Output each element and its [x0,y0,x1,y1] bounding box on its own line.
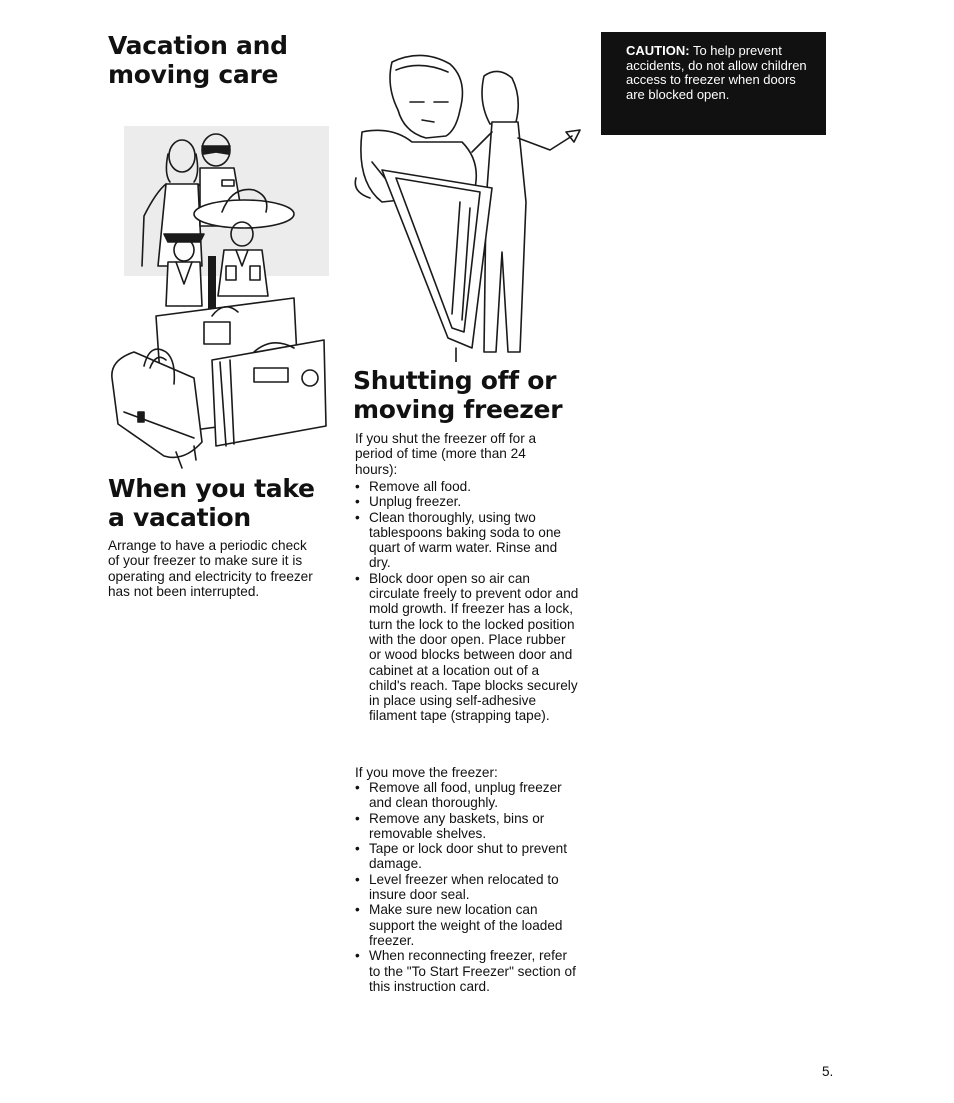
caution-box [601,32,826,135]
move-intro: If you move the freezer: [355,765,498,780]
list-item: • Make sure new location can support the weight of the loaded freezer. [354,902,580,948]
vacation-paragraph: Arrange to have a periodic check of your freezer to make sure it is operating and electricity to freezer has not been interrupted. [108,538,313,600]
caution-text: To help prevent accidents, do not allow children access to freezer when doors are blocked open. [626,43,807,102]
vacation-heading: When you take a vacation [108,474,315,532]
list-item: • Unplug freezer. [354,494,580,509]
shutoff-list [354,479,580,724]
couple-moving-mirror-illustration [352,52,582,362]
list-item: • Clean thoroughly, using two tablespoons baking soda to one quart of warm water. Rinse and dry. [354,510,580,571]
shutting-off-heading: Shutting off or moving freezer [353,366,563,424]
list-item: • Remove all food. [354,479,580,494]
list-item: • Remove all food, unplug freezer and clean thoroughly. [354,780,580,811]
list-item: • When reconnecting freezer, refer to the "To Start Freezer" section of this instruction card. [354,948,580,994]
move-list [354,780,580,994]
family-luggage-illustration [104,116,336,472]
caution-label: CAUTION: [626,43,690,58]
shutoff-intro: If you shut the freezer off for a period of time (more than 24 hours): [355,431,537,477]
list-item: • Block door open so air can circulate freely to prevent odor and mold growth. If freezer has a lock, turn the lock to the locked position with the door open. Place rubber or wood blocks between door and cabinet at a location out of a child's reach. Tape blocks securely in place using self-adhesive filament tape (strapping tape). [354,571,580,724]
list-item: • Tape or lock door shut to prevent damage. [354,841,580,872]
list-item: • Remove any baskets, bins or removable shelves. [354,811,580,842]
page-title: Vacation and moving care [108,31,288,89]
list-item: • Level freezer when relocated to insure door seal. [354,872,580,903]
page-number: 5. [822,1064,834,1079]
